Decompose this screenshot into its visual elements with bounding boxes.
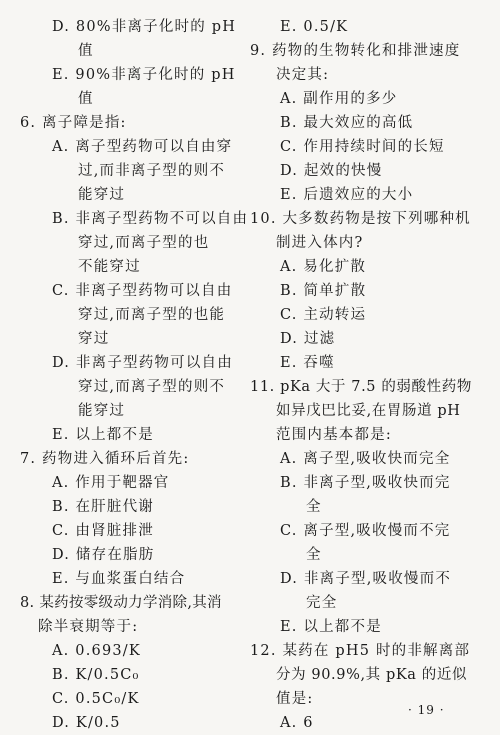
option-line: C. 主动转运 bbox=[280, 307, 367, 323]
option-line: E. 以上都不是 bbox=[52, 427, 154, 443]
option-line: 穿过,而离子型的也能 bbox=[78, 307, 226, 323]
option-line: C. 0.5C₀/K bbox=[52, 691, 140, 707]
option-line: 穿过 bbox=[78, 331, 110, 347]
question-line: 9. 药物的生物转化和排泄速度 bbox=[250, 43, 461, 59]
option-line: E. 90%非离子化时的 pH bbox=[52, 67, 236, 83]
question-line: 7. 药物进入循环后首先: bbox=[20, 451, 190, 467]
option-line: 不能穿过 bbox=[78, 259, 141, 275]
option-line: A. 0.693/K bbox=[52, 643, 141, 659]
option-line: 值 bbox=[78, 91, 94, 107]
question-line: 8. 某药按零级动力学消除,其消 bbox=[20, 595, 222, 611]
option-line: E. 0.5/K bbox=[280, 19, 349, 35]
option-line: A. 6 bbox=[280, 715, 314, 731]
question-line: 10. 大多数药物是按下列哪种机 bbox=[250, 211, 471, 227]
option-line: D. K/0.5 bbox=[52, 715, 121, 731]
option-line: 穿过,而离子型的则不 bbox=[78, 379, 226, 395]
question-line: 制进入体内? bbox=[276, 235, 364, 251]
option-line: 能穿过 bbox=[78, 187, 126, 203]
option-line: D. 起效的快慢 bbox=[280, 163, 383, 179]
option-line: E. 后遗效应的大小 bbox=[280, 187, 414, 203]
option-line: 全 bbox=[306, 499, 322, 515]
question-line: 如异戊巴比妥,在胃肠道 pH bbox=[276, 403, 461, 419]
question-line: 6. 离子障是指: bbox=[20, 115, 127, 131]
question-line: 值是: bbox=[276, 691, 314, 707]
question-line: 决定其: bbox=[276, 67, 330, 83]
question-line: 11. pKa 大于 7.5 的弱酸性药物 bbox=[250, 379, 472, 395]
option-line: 穿过,而离子型的也 bbox=[78, 235, 210, 251]
option-line: 过,而非离子型的则不 bbox=[78, 163, 226, 179]
option-line: E. 以上都不是 bbox=[280, 619, 382, 635]
option-line: B. 非离子型药物不可以自由 bbox=[52, 211, 249, 227]
option-line: A. 离子型药物可以自由穿 bbox=[52, 139, 233, 155]
option-line: D. 80%非离子化时的 pH bbox=[52, 19, 237, 35]
option-line: C. 作用持续时间的长短 bbox=[280, 139, 445, 155]
question-line: 12. 某药在 pH5 时的非解离部 bbox=[250, 643, 471, 659]
option-line: 完全 bbox=[306, 595, 338, 611]
option-line: A. 副作用的多少 bbox=[280, 91, 398, 107]
option-line: 能穿过 bbox=[78, 403, 126, 419]
question-line: 范围内基本都是: bbox=[276, 427, 392, 443]
option-line: C. 离子型,吸收慢而不完 bbox=[280, 523, 451, 539]
option-line: E. 吞噬 bbox=[280, 355, 335, 371]
option-line: D. 过滤 bbox=[280, 331, 336, 347]
option-line: B. K/0.5C₀ bbox=[52, 667, 140, 683]
option-line: B. 最大效应的高低 bbox=[280, 115, 414, 131]
option-line: A. 离子型,吸收快而完全 bbox=[280, 451, 451, 467]
option-line: D. 非离子型,吸收慢而不 bbox=[280, 571, 452, 587]
option-line: D. 非离子型药物可以自由 bbox=[52, 355, 233, 371]
option-line: A. 作用于靶器官 bbox=[52, 475, 170, 491]
page-number: · 19 · bbox=[408, 703, 445, 717]
option-line: B. 在肝脏代谢 bbox=[52, 499, 154, 515]
option-line: 全 bbox=[306, 547, 322, 563]
option-line: D. 储存在脂肪 bbox=[52, 547, 155, 563]
option-line: 值 bbox=[78, 43, 94, 59]
option-line: C. 由肾脏排泄 bbox=[52, 523, 154, 539]
option-line: C. 非离子型药物可以自由 bbox=[52, 283, 233, 299]
question-line: 分为 90.9%,其 pKa 的近似 bbox=[276, 667, 468, 683]
option-line: E. 与血浆蛋白结合 bbox=[52, 571, 186, 587]
question-line: 除半衰期等于: bbox=[38, 619, 139, 635]
option-line: B. 非离子型,吸收快而完 bbox=[280, 475, 451, 491]
option-line: B. 简单扩散 bbox=[280, 283, 367, 299]
option-line: A. 易化扩散 bbox=[280, 259, 367, 275]
